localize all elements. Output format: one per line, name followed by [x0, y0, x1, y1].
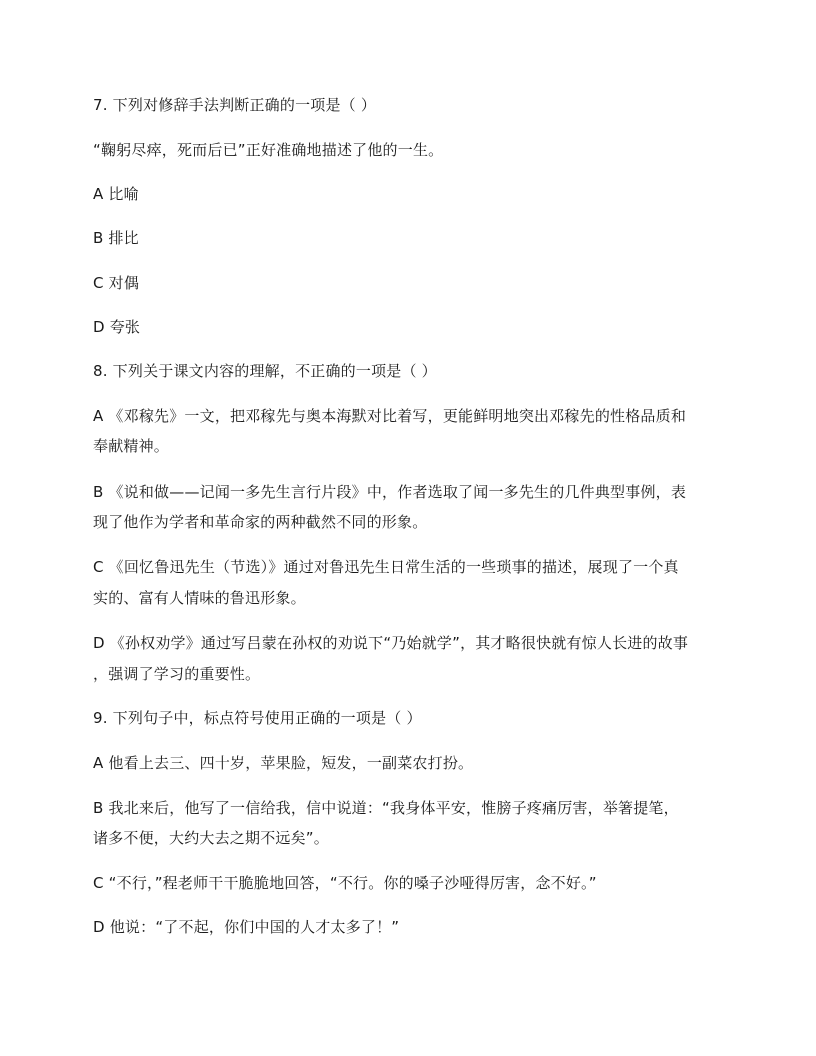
question-9-option-c: C “不行，”程老师干干脆脆地回答，“不行。你的嗓子沙哑得厉害，念不好。” — [93, 874, 597, 892]
question-9-stem: 9. 下列句子中，标点符号使用正确的一项是（ ） — [93, 709, 422, 727]
question-7-option-a: A 比喻 — [93, 185, 139, 203]
question-7-stem: 7. 下列对修辞手法判断正确的一项是（ ） — [93, 96, 377, 114]
question-9-option-d: D 他说：“了不起，你们中国的人才太多了！” — [93, 918, 400, 936]
question-8-option-a-line-1: A 《邓稼先》一文，把邓稼先与奥本海默对比着写，更能鲜明地突出邓稼先的性格品质和 — [93, 407, 687, 425]
question-7-option-d: D 夸张 — [93, 318, 141, 336]
question-9-option-b-line-2: 诸多不便，大约大去之期不远矣”。 — [93, 829, 329, 847]
question-8-option-c-line-2: 实的、富有人情味的鲁迅形象。 — [93, 589, 306, 607]
question-8-stem: 8. 下列关于课文内容的理解，不正确的一项是（ ） — [93, 362, 437, 380]
question-9-option-a: A 他看上去三、四十岁，苹果脸，短发，一副菜农打扮。 — [93, 754, 474, 772]
question-8-option-b-line-2: 现了他作为学者和革命家的两种截然不同的形象。 — [93, 513, 428, 531]
question-9-option-b-line-1: B 我北来后，他写了一信给我，信中说道：“我身体平安，惟膀子疼痛厉害，举箸提笔， — [93, 799, 679, 817]
question-8-option-c-line-1: C 《回忆鲁迅先生（节选）》通过对鲁迅先生日常生活的一些琐事的描述，展现了一个真 — [93, 558, 679, 576]
question-7-passage: “鞠躬尽瘁，死而后已”正好准确地描述了他的一生。 — [93, 141, 444, 159]
question-8-option-b-line-1: B 《说和做——记闻一多先生言行片段》中，作者选取了闻一多先生的几件典型事例，表 — [93, 483, 687, 501]
question-8-option-d-line-1: D 《孙权劝学》通过写吕蒙在孙权的劝说下“乃始就学”，其才略很快就有惊人长进的故事 — [93, 634, 689, 652]
question-8-option-a-line-2: 奉献精神。 — [93, 437, 170, 455]
question-7-option-c: C 对偶 — [93, 274, 140, 292]
question-8-option-d-line-2: ，强调了学习的重要性。 — [93, 665, 261, 683]
question-7-option-b: B 排比 — [93, 229, 139, 247]
